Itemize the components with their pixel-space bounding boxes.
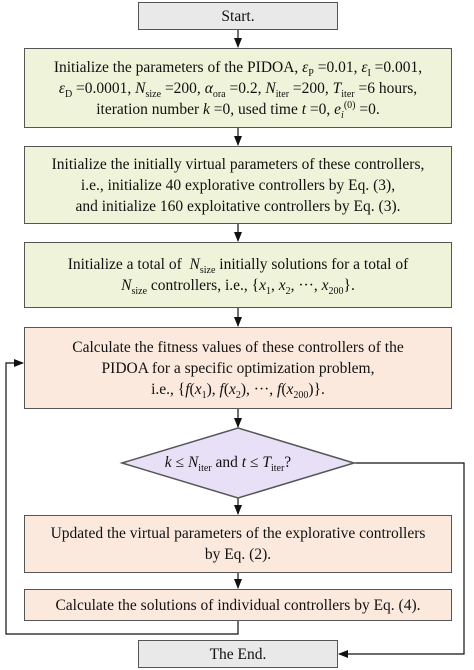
init-solutions-line-1: Initialize a total of $N_{size}$ initially solutions for a total of xyxy=(67,256,409,277)
fitness-line-1: Calculate the fitness values of these controllers of the xyxy=(72,338,404,356)
decision-condition: $k \le N_{iter}$ and $t \le T_{iter}$? xyxy=(164,454,292,475)
arrow-loop-back xyxy=(6,363,238,634)
init-parameters-line-1: Initialize the parameters of the PIDOA, $\varepsilon_P =0.01$, $\varepsilon_I =0.001$, xyxy=(53,58,423,79)
init-virtual-line-1: Initialize the initially virtual parameters of these controllers, xyxy=(51,155,425,173)
init-parameters-line-3: iteration number k =0, used time t =0, $e_i^{(0)} =0$. xyxy=(96,99,380,121)
update-virtual-line-2: by Eq. (2). xyxy=(204,546,272,563)
update-virtual-line-1: Updated the virtual parameters of the explorative controllers xyxy=(50,525,426,542)
init-parameters-line-2: $\varepsilon_D =0.0001$, $N_{size} =200$, $\alpha_{ora} =0.2$, $N_{iter} =200$, $T_{iter} =6$ hours, xyxy=(58,79,418,100)
fitness-line-3: i.e., {$f(x_1)$, $f(x_2)$, ···, $f(x_{200})$}. xyxy=(151,380,325,401)
calc-solutions-line: Calculate the solutions of individual controllers by Eq. (4). xyxy=(55,596,421,614)
end-label: The End. xyxy=(209,645,267,663)
start-label: Start. xyxy=(221,7,255,25)
init-virtual-line-3: and initialize 160 exploitative controllers by Eq. (3). xyxy=(75,197,401,215)
fitness-line-2: PIDOA for a specific optimization problem, xyxy=(101,359,375,377)
init-virtual-line-2: i.e., initialize 40 explorative controllers by Eq. (3), xyxy=(80,176,396,194)
init-solutions-line-2: $N_{size}$ controllers, i.e., {$x_1$, $x_2$, ···, $x_{200}$}. xyxy=(121,277,355,298)
arrow-decision-exit xyxy=(339,463,464,654)
